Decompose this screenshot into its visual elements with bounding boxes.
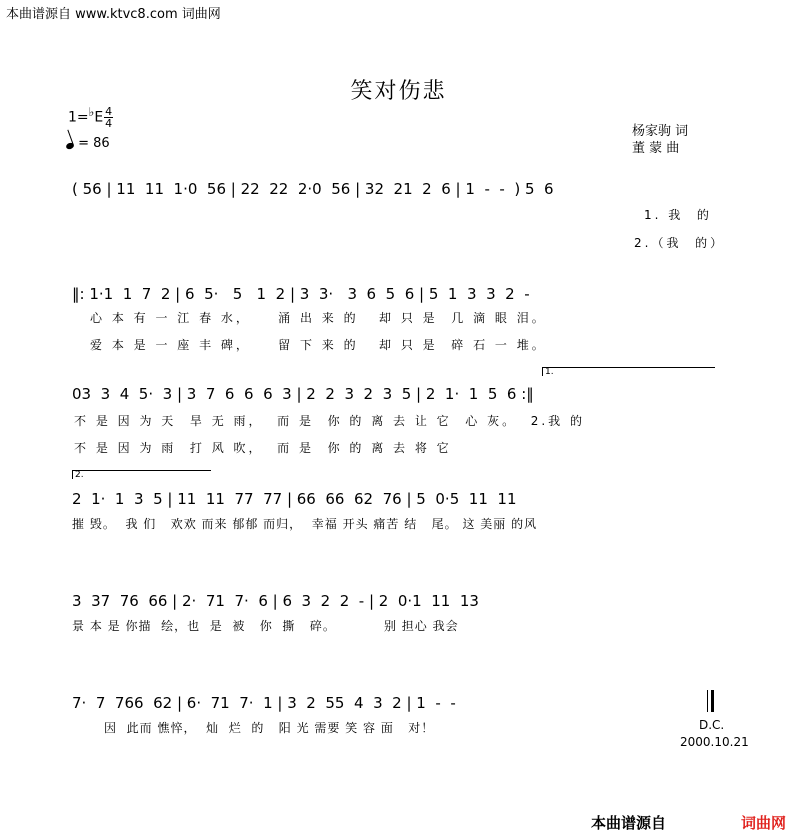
lyrics-row-6: 因 此而 憔悴， 灿 烂 的 阳 光 需要 笑 容 面 对！ xyxy=(104,721,435,735)
final-barline-thin xyxy=(707,690,708,712)
footer-source: 本曲谱源自 xyxy=(591,814,667,832)
lyrics-row-2-verse-1: 心 本 有 一 江 春 水， 涌 出 来 的 却 只 是 几 滴 眼 泪。 xyxy=(90,311,547,325)
tempo-value: = 86 xyxy=(78,136,110,151)
notation-text: 03 3 4 5· 3 | 3 7 6 6 6 3 | 2 2 3 2 3 5 | 2 1· 1 5 6 :‖ xyxy=(72,385,534,403)
lyrics-row-1-verse-1: 1. 我 的 xyxy=(644,208,712,222)
composer-credit: 董 蒙 曲 xyxy=(632,141,680,156)
meter-top: 4 xyxy=(105,105,113,118)
second-ending-bracket: 2. xyxy=(72,470,211,479)
site-header: 本曲谱源自 www.ktvc8.com 词曲网 xyxy=(6,7,221,22)
song-title: 笑对伤悲 xyxy=(350,79,447,104)
footer-logo: 词曲网 xyxy=(741,814,787,832)
key-signature xyxy=(68,106,113,129)
lyrics-row-1-verse-2: 2.（我 的） xyxy=(634,236,726,250)
first-ending-bracket: 1. xyxy=(542,367,715,376)
lyrics-row-3-verse-2: 不 是 因 为 雨 打 风 吹， 而 是 你 的 离 去 将 它 xyxy=(74,441,452,455)
notation-text: 3 37 76 66 | 2· 71 7· 6 | 6 3 2 2 - | 2 0·1 11 13 xyxy=(72,592,479,610)
notation-text: 7· 7 766 62 | 6· 71 7· 1 | 3 2 55 4 3 2 | 1 - - xyxy=(72,694,456,712)
key-label: 1= xyxy=(68,109,89,126)
notation-text: ( 56 | 11 11 1·0 56 | 22 22 2·0 56 | 32 21 2 6 | 1 - - ) 5 6 xyxy=(72,180,554,198)
tempo-marking xyxy=(66,136,110,151)
dc-marking: D.C. xyxy=(699,718,725,732)
lyrics-row-2-verse-2: 爱 本 是 一 座 丰 碑， 留 下 来 的 却 只 是 碎 石 一 堆。 xyxy=(90,338,547,352)
final-barline-thick xyxy=(711,690,714,712)
composition-date: 2000.10.21 xyxy=(680,735,749,749)
quarter-note-icon xyxy=(65,142,75,150)
meter-bottom: 4 xyxy=(105,117,113,130)
notation-text: 2 1· 1 3 5 | 11 11 77 77 | 66 66 62 76 | 5 0·5 11 11 xyxy=(72,490,517,508)
lyrics-row-3-verse-1: 不 是 因 为 天 旱 无 雨， 而 是 你 的 离 去 让 它 心 灰。 2.我 的 xyxy=(74,414,585,428)
flat-icon: ♭ xyxy=(88,104,95,119)
lyrics-row-5: 景 本 是 你描 绘，也 是 被 你 撕 碎。 别 担心 我会 xyxy=(72,619,459,633)
lyrics-row-4: 摧 毁。 我 们 欢欢 而来 郁郁 而归， 幸福 开头 痛苦 结 尾。 这 美丽 的风 xyxy=(72,517,538,531)
time-signature xyxy=(104,106,113,129)
lyricist-credit: 杨家驹 词 xyxy=(632,124,689,139)
notation-text: ‖: 1·1 1 7 2 | 6 5· 5 1 2 | 3 3· 3 6 5 6 | 5 1 3 3 2 - xyxy=(72,285,530,303)
key-note: E xyxy=(94,109,104,126)
